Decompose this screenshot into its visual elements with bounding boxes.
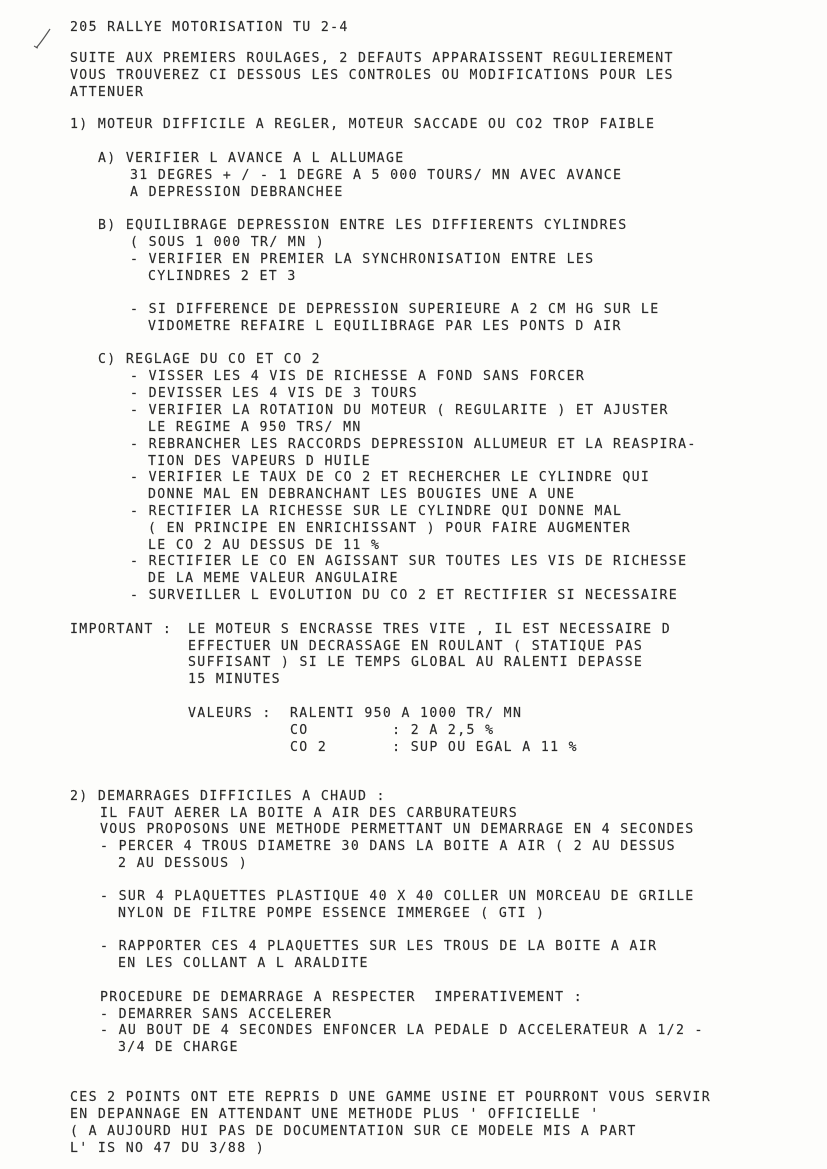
closing-line: EN DEPANNAGE EN ATTENDANT UNE METHODE PLUS ' OFFICIELLE ' — [70, 1107, 600, 1122]
important-label: IMPORTANT : — [70, 622, 173, 637]
section1c-line: - DEVISSER LES 4 VIS DE 3 TOURS — [130, 386, 418, 401]
important-line: 15 MINUTES — [188, 672, 281, 687]
section2-line: - AU BOUT DE 4 SECONDES ENFONCER LA PEDALE D ACCELERATEUR A 1/2 - — [100, 1023, 704, 1038]
section1c-line: DE LA MEME VALEUR ANGULAIRE — [148, 571, 399, 586]
important-line: EFFECTUER UN DECRASSAGE EN ROULANT ( STATIQUE PAS — [188, 639, 644, 654]
section1c-line: DONNE MAL EN DEBRANCHANT LES BOUGIES UNE A UNE — [148, 487, 576, 502]
section1c-line: - SURVEILLER L EVOLUTION DU CO 2 ET RECTIFIER SI NECESSAIRE — [130, 588, 679, 603]
values-line: RALENTI 950 A 1000 TR/ MN — [290, 706, 523, 721]
section1b-line: B) EQUILIBRAGE DEPRESSION ENTRE LES DIFFIERENTS CYLINDRES — [98, 218, 628, 233]
section2-line: NYLON DE FILTRE POMPE ESSENCE IMMERGEE ( GTI ) — [118, 906, 546, 921]
section1a-line: A DEPRESSION DEBRANCHEE — [130, 185, 344, 200]
section1c-line: TION DES VAPEURS D HUILE — [148, 454, 371, 469]
section2-line: IL FAUT AERER LA BOITE A AIR DES CARBURATEURS — [100, 806, 519, 821]
section1b-line: - SI DIFFERENCE DE DEPRESSION SUPERIEURE A 2 CM HG SUR LE — [130, 302, 660, 317]
intro-line: SUITE AUX PREMIERS ROULAGES, 2 DEFAUTS APPARAISSENT REGULIEREMENT — [70, 51, 674, 66]
section1c-line: C) REGLAGE DU CO ET CO 2 — [98, 352, 321, 367]
section2-heading: 2) DEMARRAGES DIFFICILES A CHAUD : — [70, 789, 386, 804]
section1b-line: CYLINDRES 2 ET 3 — [148, 269, 297, 284]
section1c-line: LE CO 2 AU DESSUS DE 11 % — [148, 538, 381, 553]
section2-line: - PERCER 4 TROUS DIAMETRE 30 DANS LA BOITE A AIR ( 2 AU DESSUS — [100, 839, 676, 854]
section1c-line: ( EN PRINCIPE EN ENRICHISSANT ) POUR FAIRE AUGMENTER — [148, 521, 632, 536]
closing-line: ( A AUJOURD HUI PAS DE DOCUMENTATION SUR CE MODELE MIS A PART — [70, 1124, 637, 1139]
section1b-line: ( SOUS 1 000 TR/ MN ) — [130, 235, 326, 250]
important-line: SUFFISANT ) SI LE TEMPS GLOBAL AU RALENTI DEPASSE — [188, 655, 644, 670]
section2-line: VOUS PROPOSONS UNE METHODE PERMETTANT UN DEMARRAGE EN 4 SECONDES — [100, 822, 695, 837]
closing-line: L' IS NO 47 DU 3/88 ) — [70, 1141, 266, 1156]
section1c-line: LE REGIME A 950 TRS/ MN — [148, 420, 362, 435]
section1c-line: - VERIFIER LE TAUX DE CO 2 ET RECHERCHER LE CYLINDRE QUI — [130, 470, 651, 485]
section1-heading: 1) MOTEUR DIFFICILE A REGLER, MOTEUR SACCADE OU CO2 TROP FAIBLE — [70, 117, 656, 132]
closing-line: CES 2 POINTS ONT ETE REPRIS D UNE GAMME USINE ET POURRONT VOUS SERVIR — [70, 1090, 711, 1105]
section2-line: PROCEDURE DE DEMARRAGE A RESPECTER IMPERATIVEMENT : — [100, 990, 584, 1005]
values-line: CO : 2 A 2,5 % — [290, 723, 495, 738]
section2-line: 2 AU DESSOUS ) — [118, 856, 249, 871]
section2-line: - DEMARRER SANS ACCELERER — [100, 1007, 333, 1022]
values-label: VALEURS : — [188, 706, 272, 721]
section1a-line: 31 DEGRES + / - 1 DEGRE A 5 000 TOURS/ MN AVEC AVANCE — [130, 168, 623, 183]
section1b-line: - VERIFIER EN PREMIER LA SYNCHRONISATION ENTRE LES — [130, 252, 595, 267]
section1c-line: - RECTIFIER LE CO EN AGISSANT SUR TOUTES LES VIS DE RICHESSE — [130, 554, 688, 569]
section1c-line: - REBRANCHER LES RACCORDS DEPRESSION ALLUMEUR ET LA REASPIRA- — [130, 437, 697, 452]
values-line: CO 2 : SUP OU EGAL A 11 % — [290, 740, 578, 755]
important-line: LE MOTEUR S ENCRASSE TRES VITE , IL EST NECESSAIRE D — [188, 622, 672, 637]
section1a-line: A) VERIFIER L AVANCE A L ALLUMAGE — [98, 151, 405, 166]
section2-line: - RAPPORTER CES 4 PLAQUETTES SUR LES TROUS DE LA BOITE A AIR — [100, 939, 658, 954]
intro-line: VOUS TROUVEREZ CI DESSOUS LES CONTROLES OU MODIFICATIONS POUR LES — [70, 68, 674, 83]
section2-line: 3/4 DE CHARGE — [118, 1040, 239, 1055]
document-title: 205 RALLYE MOTORISATION TU 2-4 — [70, 20, 349, 35]
intro-line: ATTENUER — [70, 85, 145, 100]
section2-line: EN LES COLLANT A L ARALDITE — [118, 956, 369, 971]
section1b-line: VIDOMETRE REFAIRE L EQUILIBRAGE PAR LES PONTS D AIR — [148, 319, 622, 334]
section1c-line: - VERIFIER LA ROTATION DU MOTEUR ( REGULARITE ) ET AJUSTER — [130, 403, 669, 418]
section1c-line: - VISSER LES 4 VIS DE RICHESSE A FOND SANS FORCER — [130, 369, 586, 384]
section1c-line: - RECTIFIER LA RICHESSE SUR LE CYLINDRE QUI DONNE MAL — [130, 504, 623, 519]
section2-line: - SUR 4 PLAQUETTES PLASTIQUE 40 X 40 COLLER UN MORCEAU DE GRILLE — [100, 889, 695, 904]
